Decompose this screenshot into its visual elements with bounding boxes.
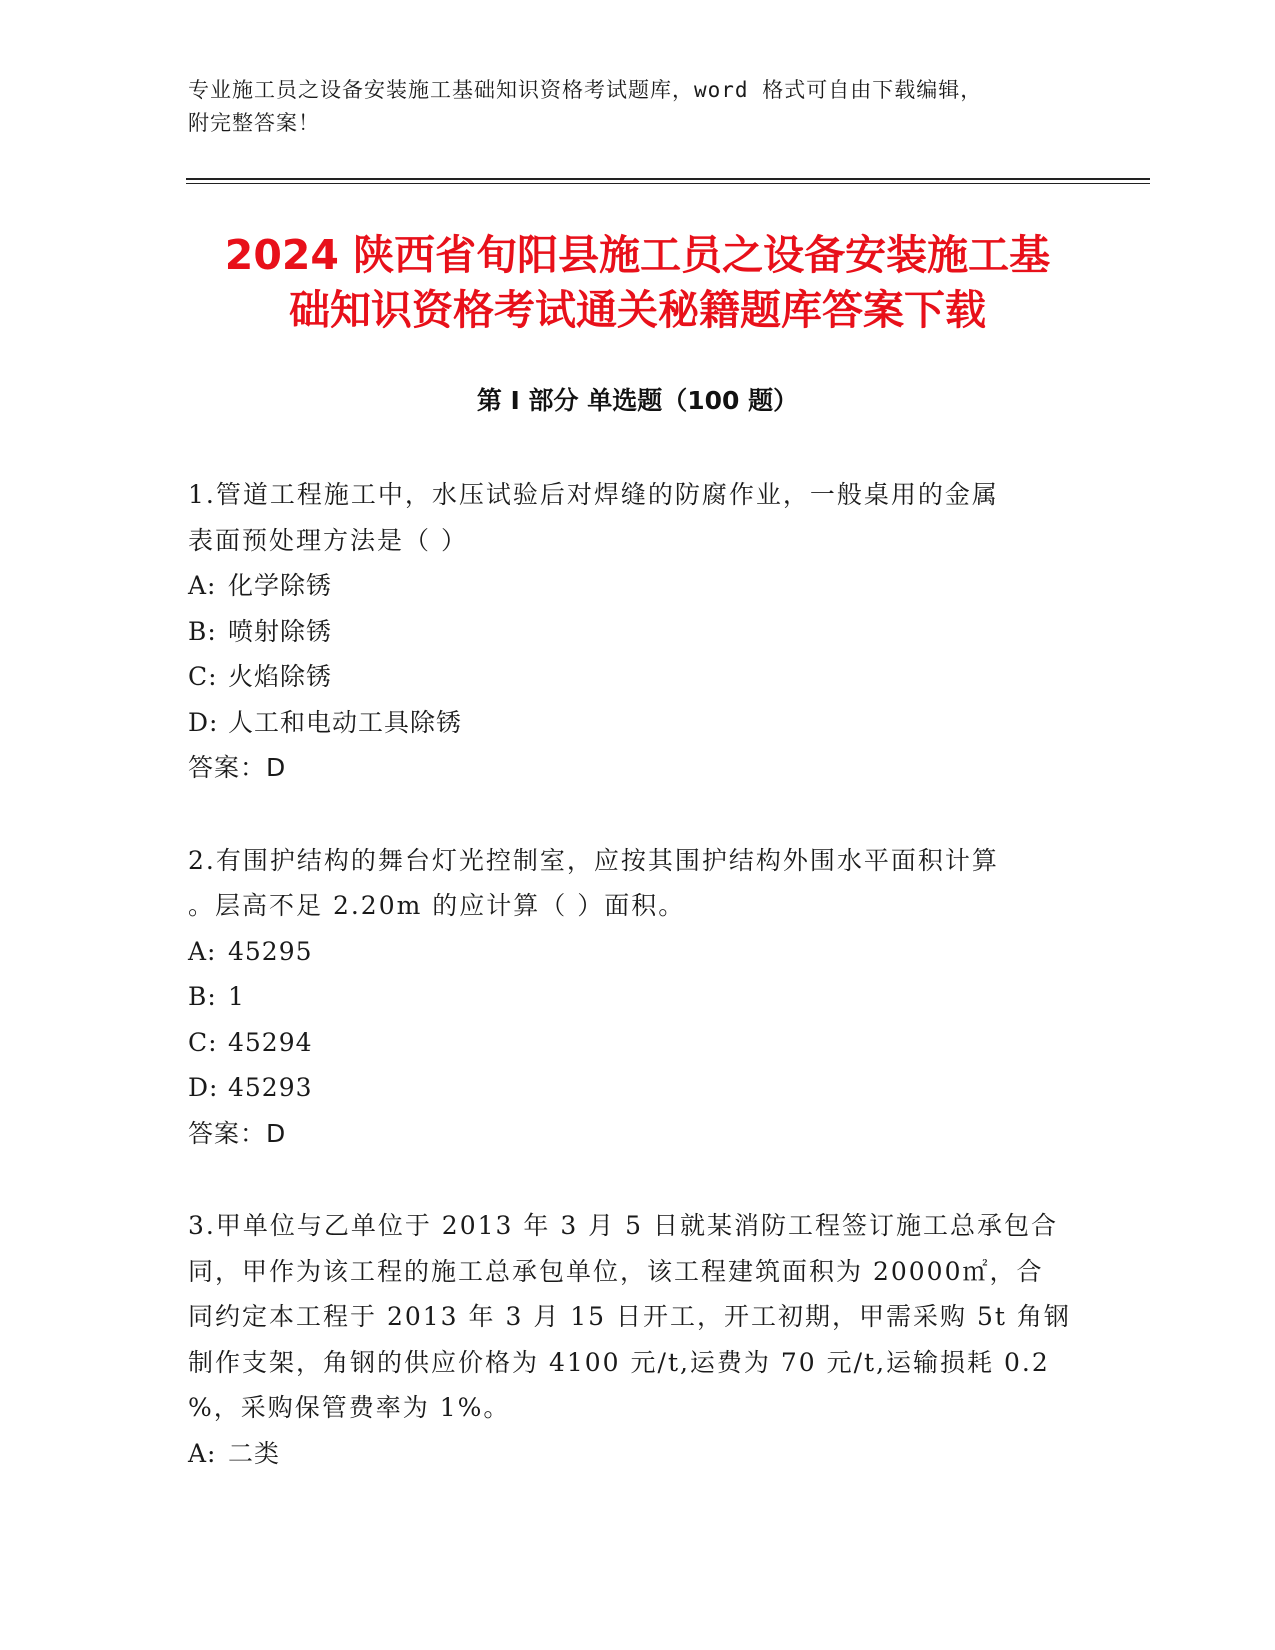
header-divider-thin — [186, 183, 1150, 184]
option-text: 45295 — [228, 936, 313, 966]
question-2 — [188, 838, 1088, 1157]
option-a — [188, 929, 1088, 975]
question-stem-line: 同约定本工程于 2013 年 3 月 15 日开工，开工初期，甲需采购 5t 角钢 — [188, 1302, 1071, 1331]
document-title-line-2: 础知识资格考试通关秘籍题库答案下载 — [289, 286, 986, 334]
option-text: 人工和电动工具除锈 — [228, 707, 463, 737]
option-key: D: — [188, 707, 219, 737]
header-note-line-1: 专业施工员之设备安装施工基础知识资格考试题库，word 格式可自由下载编辑， — [188, 78, 983, 102]
header-note — [188, 74, 1068, 140]
option-key: C: — [188, 1027, 218, 1057]
option-key: A: — [188, 1438, 217, 1468]
question-stem-line: 制作支架，角钢的供应价格为 4100 元/t,运费为 70 元/t,运输损耗 0.2 — [188, 1347, 1050, 1377]
option-key: B: — [188, 982, 217, 1011]
option-key: C: — [188, 662, 218, 691]
option-text: 1 — [228, 982, 245, 1011]
question-1 — [188, 472, 1088, 791]
option-text: 45294 — [228, 1027, 313, 1057]
option-c — [188, 654, 1088, 700]
question-stem-line: 同，甲作为该工程的施工总承包单位，该工程建筑面积为 20000㎡，合 — [188, 1256, 1044, 1286]
option-text: 二类 — [228, 1438, 281, 1468]
answer-line: 答案：D — [188, 1118, 287, 1148]
option-text: 45293 — [228, 1073, 313, 1102]
option-d — [188, 1065, 1088, 1111]
question-stem-line: 。层高不足 2.20m 的应计算（ ）面积。 — [188, 891, 686, 920]
question-stem-line: 表面预处理方法是（ ） — [188, 525, 468, 555]
option-key: D: — [188, 1073, 219, 1102]
section-title: 第 I 部分 单选题（100 题） — [476, 386, 799, 415]
question-list — [188, 472, 1088, 1523]
option-a — [188, 563, 1088, 609]
document-title-line-1: 2024 陕西省旬阳县施工员之设备安装施工基 — [224, 231, 1051, 279]
question-stem-line: 2.有围护结构的舞台灯光控制室，应按其围护结构外围水平面积计算 — [188, 845, 999, 875]
question-stem-line: %，采购保管费率为 1%。 — [188, 1393, 511, 1422]
option-text: 喷射除锈 — [228, 616, 333, 646]
option-key: A: — [188, 936, 217, 966]
option-key: B: — [188, 616, 217, 646]
question-stem-line: 1.管道工程施工中，水压试验后对焊缝的防腐作业，一般桌用的金属 — [188, 480, 999, 509]
question-3 — [188, 1203, 1088, 1476]
option-text: 化学除锈 — [228, 571, 333, 600]
question-stem-line: 3.甲单位与乙单位于 2013 年 3 月 5 日就某消防工程签订施工总承包合 — [188, 1211, 1058, 1240]
option-b — [188, 974, 1088, 1020]
document-title — [150, 228, 1125, 338]
option-b — [188, 609, 1088, 655]
header-note-line-2: 附完整答案！ — [188, 111, 320, 135]
option-c — [188, 1020, 1088, 1066]
option-d — [188, 700, 1088, 746]
option-a — [188, 1431, 1088, 1477]
header-divider-thick — [186, 178, 1150, 180]
option-text: 火焰除锈 — [228, 662, 333, 691]
option-key: A: — [188, 571, 217, 600]
answer-line: 答案：D — [188, 753, 287, 782]
